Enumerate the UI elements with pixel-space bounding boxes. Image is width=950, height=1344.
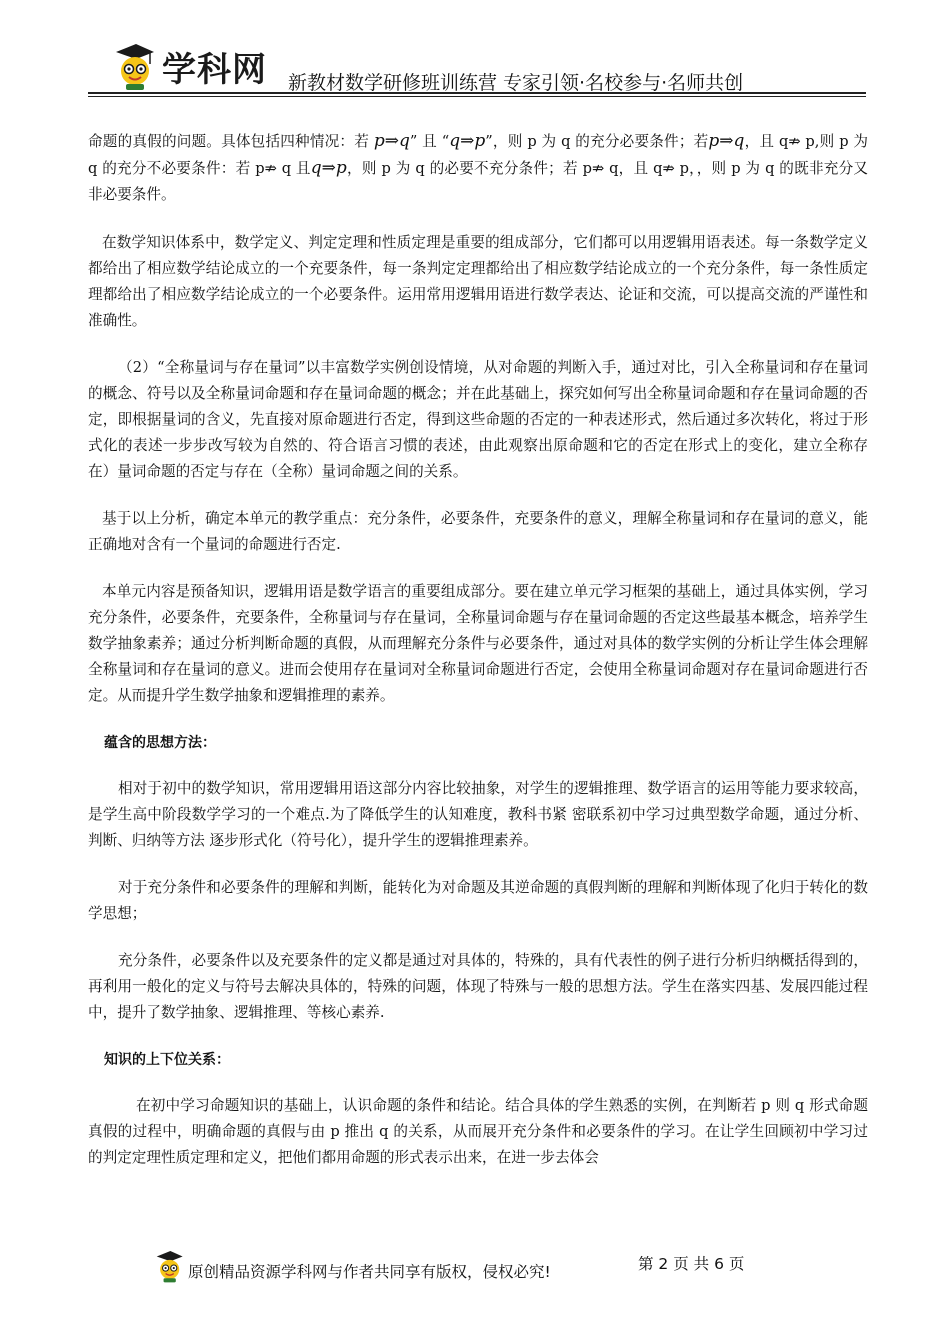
page-number: 第 2 页 共 6 页 — [638, 1255, 745, 1273]
paragraph-key-points: 基于以上分析，确定本单元的教学重点：充分条件，必要条件，充要条件的意义，理解全称量词和存在量词的意义，能正确地对含有一个量词的命题进行否定. — [88, 510, 868, 553]
paragraph-definitions: 在数学知识体系中，数学定义、判定定理和性质定理是重要的组成部分，它们都可以用逻辑用语表述。每一条数学定义都给出了相应数学结论成立的一个充要条件，每一条判定定理都给出了相应数学结论成立的一个充分条件，每一条性质定理都给出了相应数学结论成立的一个必要条件。运用常用逻辑用语进行数学表达、论证和交流，可以提高交流的严谨性和准确性。 — [88, 234, 868, 329]
heading-thinking-methods: 蕴含的思想方法： — [104, 735, 216, 751]
paragraph-special-general: 充分条件，必要条件以及充要条件的定义都是通过对具体的，特殊的，具有代表性的例子进行分析归纳概括得到的，再利用一般化的定义与符号去解决具体的，特殊的问题，体现了特殊与一般的思想方法。学生在落实四基、发展四能过程中，提升了数学抽象、逻辑推理、等核心素养. — [88, 952, 868, 1021]
copyright-notice: 原创精品资源学科网与作者共同享有版权，侵权必究! — [188, 1263, 551, 1281]
mascot-logo-icon — [112, 40, 156, 92]
paragraph-abstraction: 相对于初中的数学知识，常用逻辑用语这部分内容比较抽象，对学生的逻辑推理、数学语言的运用等能力要求较高，是学生高中阶段数学学习的一个难点.为了降低学生的认知难度，教科书紧 密联系初中学习过典型数学命题，通过分析、判断、归纳等方法 逐步形式化（符号化），提升学生的逻辑推理素养。 — [88, 780, 868, 849]
paragraph-reduction: 对于充分条件和必要条件的理解和判断，能转化为对命题及其逆命题的真假判断的理解和判断体现了化归于转化的数学思想； — [88, 879, 868, 922]
mascot-footer-icon — [154, 1248, 184, 1284]
page-footer — [150, 1248, 830, 1288]
document-body — [88, 128, 868, 1192]
page-header — [88, 32, 878, 102]
heading-knowledge-relations: 知识的上下位关系： — [104, 1052, 230, 1068]
header-slogan: 新教材数学研修班训练营 专家引领·名校参与·名师共创 — [288, 72, 744, 94]
paragraph-unit-content: 本单元内容是预备知识，逻辑用语是数学语言的重要组成部分。要在建立单元学习框架的基础上，通过具体实例，学习充分条件，必要条件，充要条件，全称量词与存在量词，全称量词命题与存在量词命题的否定这些最基本概念，培养学生数学抽象素养；通过分析判断命题的真假，从而理解充分条件与必要条件，通过对具体的数学实例的分析让学生体会理解全称量词和存在量词的意义。进而会使用存在量词对全称量词命题进行否定，会使用全称量词命题对存在量词命题进行否定。从而提升学生数学抽象和逻辑推理的素养。 — [88, 583, 868, 704]
logo-wordmark: 学科网 — [162, 50, 267, 90]
paragraph-quantifiers: （2）“全称量词与存在量词”以丰富数学实例创设情境，从对命题的判断入手，通过对比，引入全称量词和存在量词的概念、符号以及全称量词命题和存在量词命题的概念；并在此基础上，探究如何写出全称量词命题和存在量词命题的否定，即根据量词的含义，先直接对原命题进行否定，得到这些命题的否定的一种表述形式，然后通过多次转化，将过于形式化的表述一步步改写较为自然的、符合语言习惯的表述，由此观察出原命题和它的否定在形式上的变化，建立全称存在）量词命题的否定与存在（全称）量词命题之间的关系。 — [88, 359, 868, 480]
header-divider — [88, 92, 866, 97]
paragraph-conditions: 命题的真假的问题。具体包括四种情况：若 p⇒q” 且 “q⇒p”，则 p 为 q 的充分必要条件；若p⇒q，且 q⇏ p,则 p 为 q 的充分不必要条件：若 p⇏ q 且q⇒p，则 p 为 q 的必要不充分条件；若 p⇏ q，且 q⇏ p，，则 p 为 q 的既非充分又非必要条件。 — [88, 131, 869, 203]
paragraph-knowledge-relations: 在初中学习命题知识的基础上，认识命题的条件和结论。结合具体的学生熟悉的实例，在判断若 p 则 q 形式命题真假的过程中，明确命题的真假与由 p 推出 q 的关系，从而展开充分条件和必要条件的学习。在让学生回顾初中学习过的判定定理性质定理和定义，把他们都用命题的形式表示出来，在进一步去体会 — [88, 1097, 868, 1166]
